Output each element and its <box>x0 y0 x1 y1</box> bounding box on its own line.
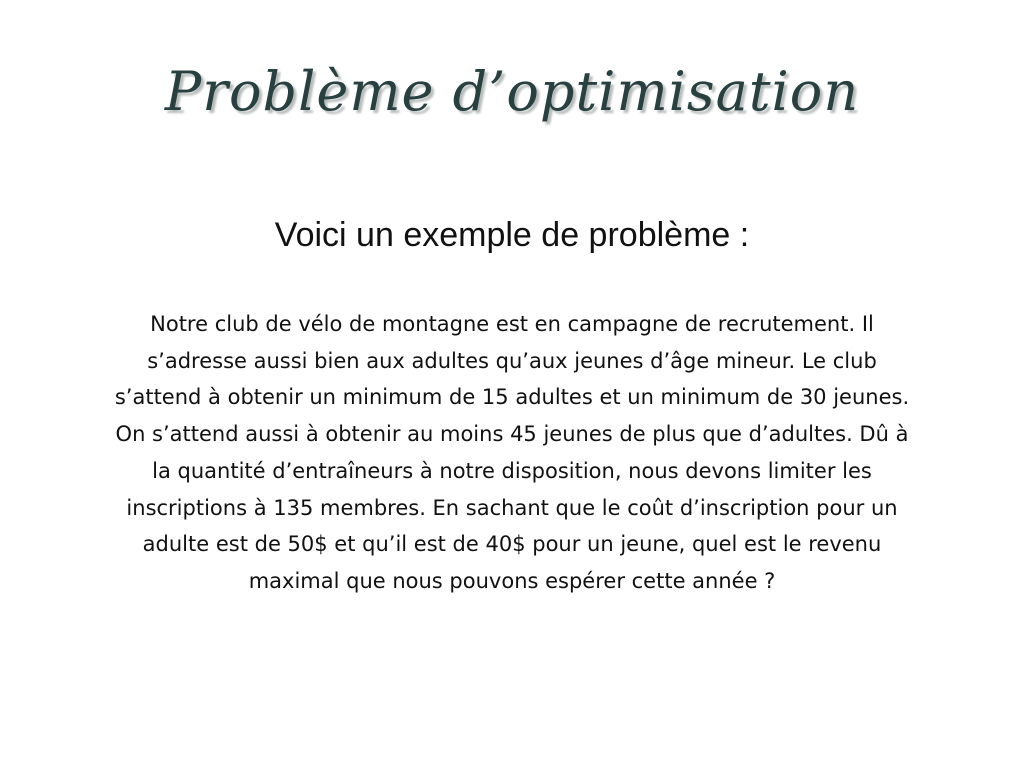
problem-line: adulte est de 50$ et qu’il est de 40$ pour un jeune, quel est le revenu <box>142 532 882 557</box>
problem-line: maximal que nous pouvons espérer cette année ? <box>248 568 776 593</box>
problem-line: la quantité d’entraîneurs à notre disposition, nous devons limiter les <box>152 458 872 483</box>
problem-line: s’adresse aussi bien aux adultes qu’aux jeunes d’âge mineur. Le club <box>147 348 877 373</box>
slide-title: Problème d’optimisation <box>164 60 860 123</box>
problem-line: inscriptions à 135 membres. En sachant que le coût d’inscription pour un <box>126 495 898 520</box>
problem-line: s’attend à obtenir un minimum de 15 adultes et un minimum de 30 jeunes. <box>114 385 910 410</box>
problem-line: On s’attend aussi à obtenir au moins 45 jeunes de plus que d’adultes. Dû à <box>115 422 909 447</box>
slide-subtitle: Voici un exemple de problème : <box>274 216 750 254</box>
problem-statement <box>84 306 940 600</box>
problem-line: Notre club de vélo de montagne est en campagne de recrutement. Il <box>150 312 874 336</box>
